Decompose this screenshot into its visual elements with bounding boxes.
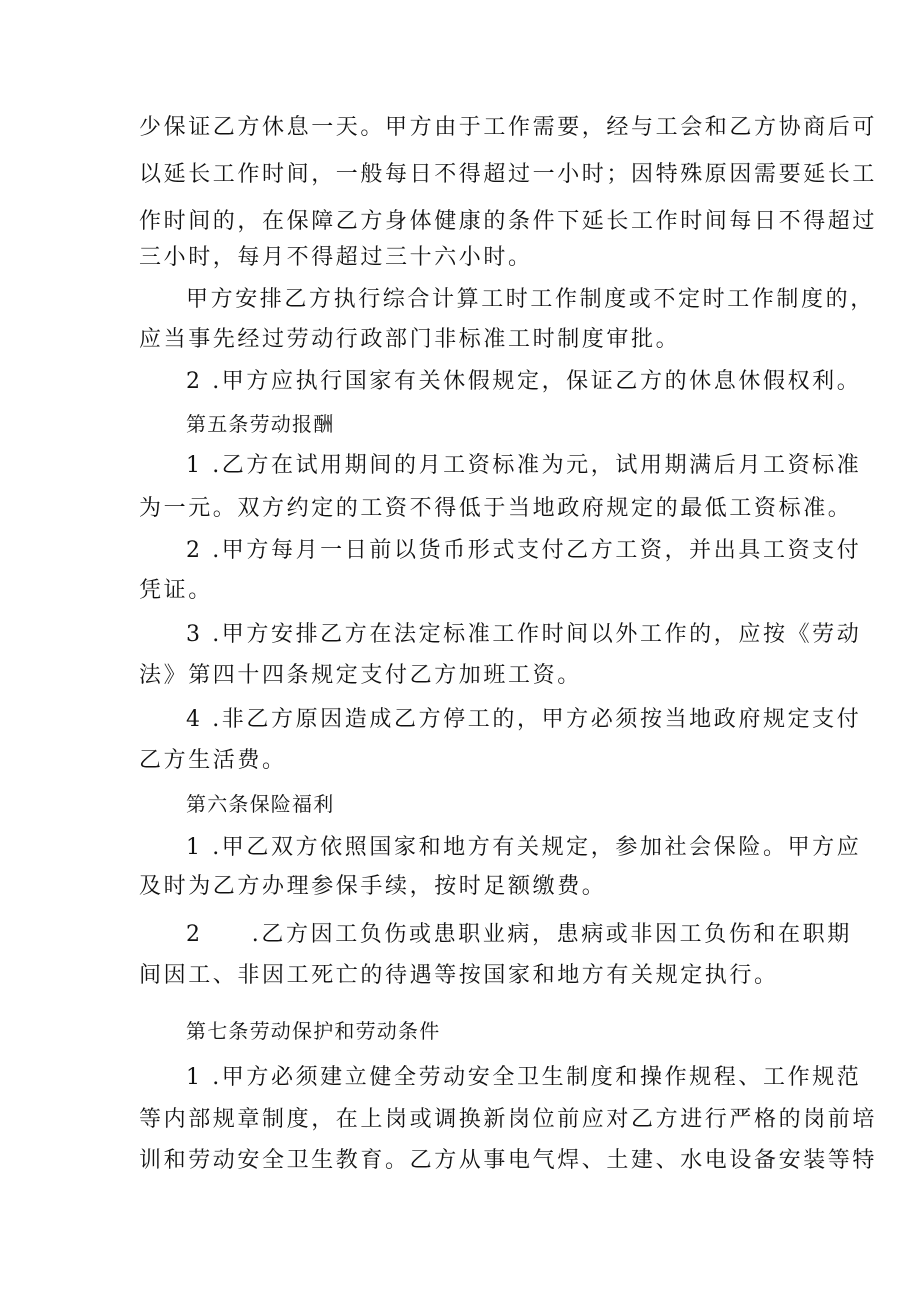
text-line: 1 .乙方在试用期间的月工资标准为元，试用期满后月工资标准 [186, 453, 862, 478]
text-line: 法》第四十四条规定支付乙方加班工资。 [139, 663, 582, 688]
text-line: 间因工、非因工死亡的待遇等按国家和地方有关规定执行。 [139, 963, 779, 988]
text-line: 为一元。双方约定的工资不得低于当地政府规定的最低工资标准。 [139, 496, 853, 521]
text-line: 1 .甲方必须建立健全劳动安全卫生制度和操作规程、工作规范 [186, 1065, 862, 1090]
text-line: 乙方生活费。 [139, 748, 287, 773]
section-heading: 第五条劳动报酬 [186, 412, 335, 436]
text-line: 训和劳动安全卫生教育。乙方从事电气焊、土建、水电设备安装等特 [139, 1148, 878, 1173]
text-line: 三小时，每月不得超过三十六小时。 [139, 245, 533, 270]
section-heading: 第六条保险福利 [186, 792, 335, 816]
text-line: 4 .非乙方原因造成乙方停工的，甲方必须按当地政府规定支付 [186, 707, 862, 732]
text-line: 3 .甲方安排乙方在法定标准工作时间以外工作的，应按《劳动 [186, 622, 862, 647]
text-line: 甲方安排乙方执行综合计算工时工作制度或不定时工作制度的， [186, 287, 875, 312]
text-line: 及时为乙方办理参保手续，按时足额缴费。 [139, 874, 607, 899]
text-line: 等内部规章制度，在上岗或调换新岗位前应对乙方进行严格的岗前培 [139, 1107, 878, 1132]
text-line: 少保证乙方休息一天。甲方由于工作需要，经与工会和乙方协商后可 [139, 115, 878, 140]
text-line: 以延长工作时间，一般每日不得超过一小时；因特殊原因需要延长工 [139, 162, 878, 187]
text-line: 1 .甲乙双方依照国家和地方有关规定，参加社会保险。甲方应 [186, 835, 862, 860]
text-line: 应当事先经过劳动行政部门非标准工时制度审批。 [139, 327, 681, 352]
section-heading: 第七条劳动保护和劳动条件 [186, 1019, 441, 1043]
text-line: 凭证。 [139, 578, 213, 603]
text-line: 作时间的，在保障乙方身体健康的条件下延长工作时间每日不得超过 [139, 209, 878, 234]
text-line: 2 .乙方因工负伤或患职业病，患病或非因工负伤和在职期 [186, 922, 852, 947]
text-line: 2 .甲方应执行国家有关休假规定，保证乙方的休息休假权利。 [186, 369, 862, 394]
text-line: 2 .甲方每月一日前以货币形式支付乙方工资，并出具工资支付 [186, 538, 862, 563]
